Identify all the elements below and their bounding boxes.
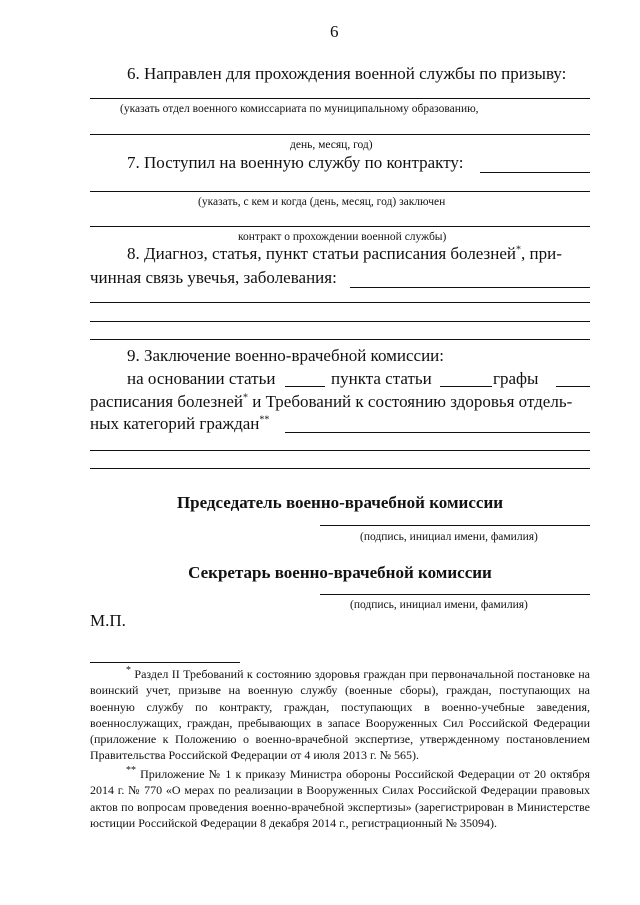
section-9-line-3	[90, 392, 572, 412]
section-7-title: 7. Поступил на военную службу по контракту:	[127, 153, 464, 172]
section-6-line-2[interactable]	[90, 134, 590, 135]
footnote-separator	[90, 662, 240, 663]
section-7-hint-2: контракт о прохождении военной службы)	[238, 231, 447, 243]
section-8-line-3[interactable]	[90, 302, 590, 303]
footnote-2-mark: **	[126, 765, 136, 776]
section-9-line-3-tail: и Требований к состоянию здоровья отдель-	[247, 392, 573, 411]
section-9-point-field[interactable]	[440, 386, 492, 387]
footnote-ref-2: **	[259, 414, 270, 426]
section-7-hint-1: (указать, с кем и когда (день, месяц, год) заключен	[198, 196, 446, 208]
footnote-1	[90, 666, 590, 764]
chairman-hint: (подпись, инициал имени, фамилия)	[360, 531, 538, 543]
section-9-basis-column: графы	[493, 369, 539, 388]
page-number: 6	[330, 22, 339, 41]
section-7-line-2[interactable]	[90, 226, 590, 227]
section-9-line-4-text: ных категорий граждан	[90, 414, 260, 433]
section-8-inline-line[interactable]	[350, 287, 590, 288]
section-9-inline-line[interactable]	[285, 432, 590, 433]
section-9-column-field[interactable]	[556, 386, 590, 387]
section-6-line-1[interactable]	[90, 98, 590, 99]
section-6-hint-1: (указать отдел военного комиссариата по муниципальному образованию,	[120, 103, 479, 115]
section-9-line-6[interactable]	[90, 468, 590, 469]
section-9-title: 9. Заключение военно-врачебной комиссии:	[127, 346, 444, 365]
secretary-hint: (подпись, инициал имени, фамилия)	[350, 599, 528, 611]
chairman-signature-line[interactable]	[320, 525, 590, 526]
section-6-title: 6. Направлен для прохождения военной службы по призыву:	[127, 64, 567, 83]
section-7-line-1[interactable]	[90, 191, 590, 192]
secretary-signature-line[interactable]	[320, 594, 590, 595]
chairman-title: Председатель военно-врачебной комиссии	[176, 493, 504, 512]
section-8-line-5[interactable]	[90, 339, 590, 340]
section-8-line-1	[127, 244, 562, 264]
secretary-title: Секретарь военно-врачебной комиссии	[188, 563, 492, 582]
footnote-2	[90, 766, 590, 831]
footnote-ref-1b: *	[242, 392, 248, 404]
section-6-hint-2: день, месяц, год)	[290, 139, 373, 151]
stamp-place: М.П.	[90, 611, 126, 630]
footnote-2-text: Приложение № 1 к приказу Министра обороны Российской Федерации от 20 октября 2014 г. № 770 «О мерах по реализации в Вооруженных Силах Российской Федерации правовых актов по вопросам проведения военно-врачебной экспертизы» (зарегистрирован в Министерстве юстиции Российской Федерации 8 декабря 2014 г., регистрационный № 35094).	[90, 767, 590, 830]
section-8-line-1-tail: , при-	[521, 244, 562, 263]
footnote-ref-1: *	[516, 244, 522, 256]
section-9-article-field[interactable]	[285, 386, 325, 387]
section-9-line-4	[90, 414, 269, 434]
section-9-basis-point: пункта статьи	[331, 369, 432, 388]
section-9-basis-article: на основании статьи	[127, 369, 276, 388]
section-9-line-5[interactable]	[90, 450, 590, 451]
section-9-line-3-text: расписания болезней	[90, 392, 243, 411]
section-8-line-2: чинная связь увечья, заболевания:	[90, 268, 337, 287]
footnote-1-text: Раздел II Требований к состоянию здоровья граждан при первоначальной постановке на воинский учет, призыве на военную службу (военные сборы), граждан, поступающих на военную службу по контракту, граждан, поступающих в военно-учебные заведения, военнослужащих, граждан, пребывающих в запасе Вооруженных Сил Российской Федерации (приложение к Положению о военно-врачебной экспертизе, утвержденному постановлением Правительства Российской Федерации от 4 июля 2013 г. № 565).	[90, 667, 590, 763]
section-7-inline-line[interactable]	[480, 172, 590, 173]
section-8-line-4[interactable]	[90, 321, 590, 322]
section-8-line-1-text: 8. Диагноз, статья, пункт статьи расписания болезней	[127, 244, 517, 263]
footnote-1-mark: *	[126, 665, 131, 676]
